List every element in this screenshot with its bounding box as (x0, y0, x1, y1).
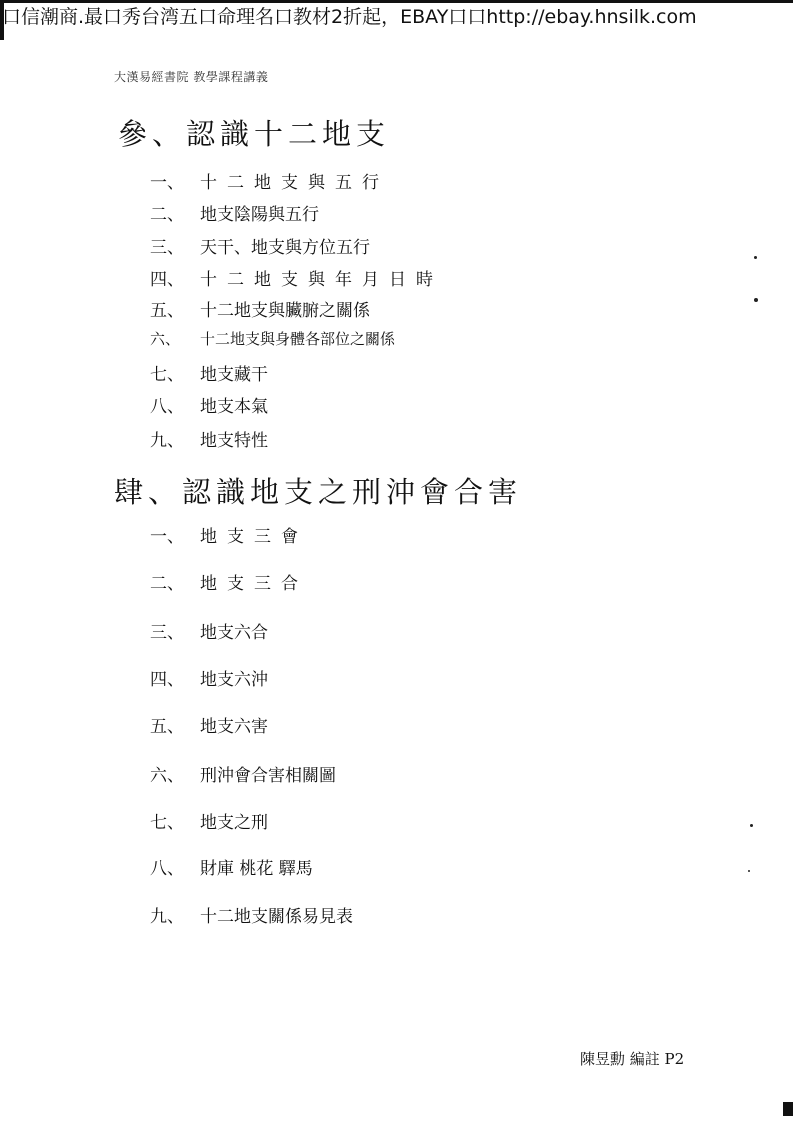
item-number: 八、 (150, 397, 184, 417)
list-item (150, 426, 268, 451)
list-item (150, 808, 268, 833)
item-text: 地支六沖 (200, 670, 268, 690)
item-text: 十二地支與臟腑之關係 (200, 301, 370, 321)
item-text: 地支藏干 (200, 365, 268, 385)
list-item (150, 392, 268, 417)
scan-speck (750, 824, 753, 827)
item-number: 七、 (150, 365, 184, 385)
item-number: 五、 (150, 717, 184, 737)
list-item (150, 902, 353, 927)
list-item (150, 854, 313, 879)
item-number: 四、 (150, 270, 184, 290)
item-number: 一、 (150, 527, 184, 547)
item-number: 六、 (150, 330, 181, 348)
list-item (150, 522, 308, 547)
list-item (150, 296, 370, 321)
running-header: 大漢易經書院 教學課程講義 (114, 70, 269, 84)
item-number: 二、 (150, 574, 184, 594)
list-item (150, 665, 268, 690)
scan-speck (748, 870, 750, 872)
list-item (150, 168, 389, 193)
list-item (150, 569, 308, 594)
section-title-3: 參、認識十二地支 (118, 117, 391, 151)
item-text: 十二地支與年月日時 (200, 270, 443, 290)
item-text: 地支之刑 (200, 813, 268, 833)
list-item (150, 233, 370, 258)
item-text: 地支本氣 (200, 397, 268, 417)
item-text: 十二地支關係易見表 (200, 907, 353, 927)
item-text: 地支六害 (200, 717, 268, 737)
list-item (150, 360, 268, 385)
list-item (150, 200, 319, 225)
page-footer: 陳昱勳 編註 P2 (580, 1050, 685, 1068)
item-number: 五、 (150, 301, 184, 321)
item-number: 九、 (150, 907, 184, 927)
item-number: 一、 (150, 173, 184, 193)
watermark-banner: 口信潮商.最口秀台湾五口命理名口教材2折起，EBAY口口http://ebay.hnsilk.com (0, 0, 793, 30)
item-number: 四、 (150, 670, 184, 690)
item-number: 三、 (150, 623, 184, 643)
item-number: 三、 (150, 238, 184, 258)
scan-speck (754, 256, 757, 259)
item-text: 天干、地支與方位五行 (200, 238, 370, 258)
item-text: 地支特性 (200, 431, 268, 451)
item-text: 十二地支與五行 (200, 173, 389, 193)
item-number: 六、 (150, 766, 184, 786)
list-item (150, 265, 443, 290)
scan-speck (754, 298, 758, 302)
item-number: 九、 (150, 431, 184, 451)
item-text: 財庫 桃花 驛馬 (200, 859, 313, 879)
item-text: 十二地支與身體各部位之關係 (200, 330, 396, 348)
item-number: 二、 (150, 205, 184, 225)
item-text: 地支三會 (200, 527, 308, 547)
item-number: 七、 (150, 813, 184, 833)
list-item (150, 712, 268, 737)
item-text: 地支陰陽與五行 (200, 205, 319, 225)
section-title-4: 肆、認識地支之刑沖會合害 (114, 475, 523, 509)
item-text: 地支六合 (200, 623, 268, 643)
list-item (150, 328, 395, 349)
list-item (150, 761, 336, 786)
item-text: 刑沖會合害相關圖 (200, 766, 336, 786)
item-number: 八、 (150, 859, 184, 879)
scan-corner-mark (783, 1102, 793, 1116)
list-item (150, 618, 268, 643)
item-text: 地支三合 (200, 574, 308, 594)
